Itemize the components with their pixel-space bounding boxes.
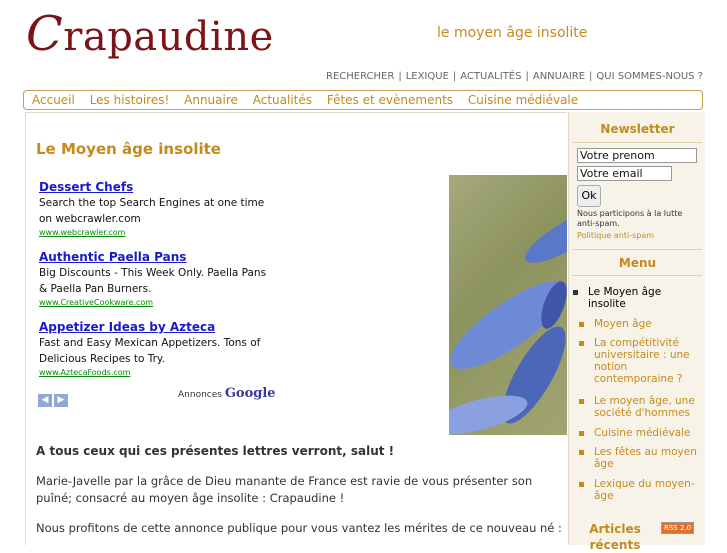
antispam-text: Nous participons à la lutte anti-spam. [577,209,683,228]
nav-histoires[interactable]: Les histoires! [89,93,170,107]
greeting-text: A tous ceux qui ces présentes lettres verront, salut ! [36,444,395,458]
ad-text: Fast and Easy Mexican Appetizers. Tons of Delicious Recipes to Try. [39,337,261,365]
email-input[interactable]: Votre email [577,166,672,181]
main-nav [23,90,703,110]
menu-title: Menu [618,256,657,270]
bullet-icon [579,431,584,436]
annonces-label: Annonces [178,390,222,400]
prenom-input[interactable]: Votre prenom [577,148,697,163]
top-link-lexique[interactable]: LEXIQUE [405,71,449,82]
ad-item [39,319,269,379]
sidebar [568,112,705,552]
top-link-actualites[interactable]: ACTUALITÉS [460,71,522,82]
second-paragraph: Nous profitons de cette annonce publique pour vous vantez les mérites de ce nouveau né : [36,521,562,535]
nav-annuaire[interactable]: Annuaire [184,93,238,107]
main-content [25,112,567,545]
menu-label: Le Moyen âge insolite [588,286,662,310]
ad-prev-button[interactable]: ◀ [38,394,52,407]
divider [573,249,702,250]
top-link-annuaire[interactable]: ANNUAIRE [532,71,586,82]
nav-cuisine[interactable]: Cuisine médiévale [467,93,579,107]
nav-accueil[interactable]: Accueil [32,93,75,107]
menu-label: Les fêtes au moyen âge [594,446,697,470]
ad-text: Big Discounts - This Week Only. Paella Pans & Paella Pan Burners. [39,267,267,295]
ad-item [39,249,269,309]
ad-next-button[interactable]: ▶ [54,394,68,407]
ad-text: Search the top Search Engines at one time on webcrawler.com [39,197,265,225]
intro-paragraph: Marie-Javelle par la grâce de Dieu manante de France est ravie de vous présenter son puîné; consacré au moyen âge insolite : Crapaudine ! [36,474,533,505]
divider [573,275,702,276]
logo-text: rapaudine [63,14,274,60]
menu-label: Lexique du moyen-âge [594,478,695,502]
flower-image [449,175,567,435]
articles-title: Articles récents [589,522,641,552]
ad-title[interactable]: Authentic Paella Pans [39,250,187,264]
top-link-about[interactable]: QUI SOMMES-NOUS ? [596,71,703,82]
menu-label: Cuisine médiévale [594,427,691,439]
ad-item [39,179,269,239]
rss-badge[interactable]: RSS 2.0 [661,522,694,534]
bullet-icon [573,290,578,295]
menu-label: Moyen âge [594,318,652,330]
ok-button[interactable]: Ok [577,185,601,207]
ad-url[interactable]: www.AztecaFoods.com [39,368,131,377]
nav-actualites[interactable]: Actualités [252,93,313,107]
divider [573,142,702,143]
ad-title[interactable]: Appetizer Ideas by Azteca [39,320,216,334]
page-title: Le Moyen âge insolite [36,140,221,158]
menu-label: La compétitivité universitaire : une notion contemporaine ? [594,337,690,385]
bullet-icon [579,482,584,487]
site-logo[interactable] [26,6,274,62]
flower-photo [449,175,567,435]
top-link-search[interactable]: RECHERCHER [326,71,395,82]
logo-initial: C [26,6,64,62]
ad-url[interactable]: www.webcrawler.com [39,228,126,237]
google-logo: Google [224,386,276,401]
site-tagline: le moyen âge insolite [437,25,588,41]
bullet-icon [579,399,584,404]
bullet-icon [579,322,584,327]
bullet-icon [579,341,584,346]
top-links: RECHERCHER | LEXIQUE | ACTUALITÉS | ANNUAIRE | QUI SOMMES-NOUS ? [326,71,703,82]
bullet-icon [579,450,584,455]
ads-by-google[interactable] [178,386,276,401]
antispam-link[interactable]: Politique anti-spam [577,231,655,240]
menu-label: Le moyen âge, une société d'hommes [594,395,695,419]
ad-title[interactable]: Dessert Chefs [39,180,134,194]
ad-url[interactable]: www.CreativeCookware.com [39,298,154,307]
ad-pager [38,387,70,407]
nav-fetes[interactable]: Fêtes et evènements [326,93,454,107]
newsletter-title: Newsletter [600,122,675,136]
